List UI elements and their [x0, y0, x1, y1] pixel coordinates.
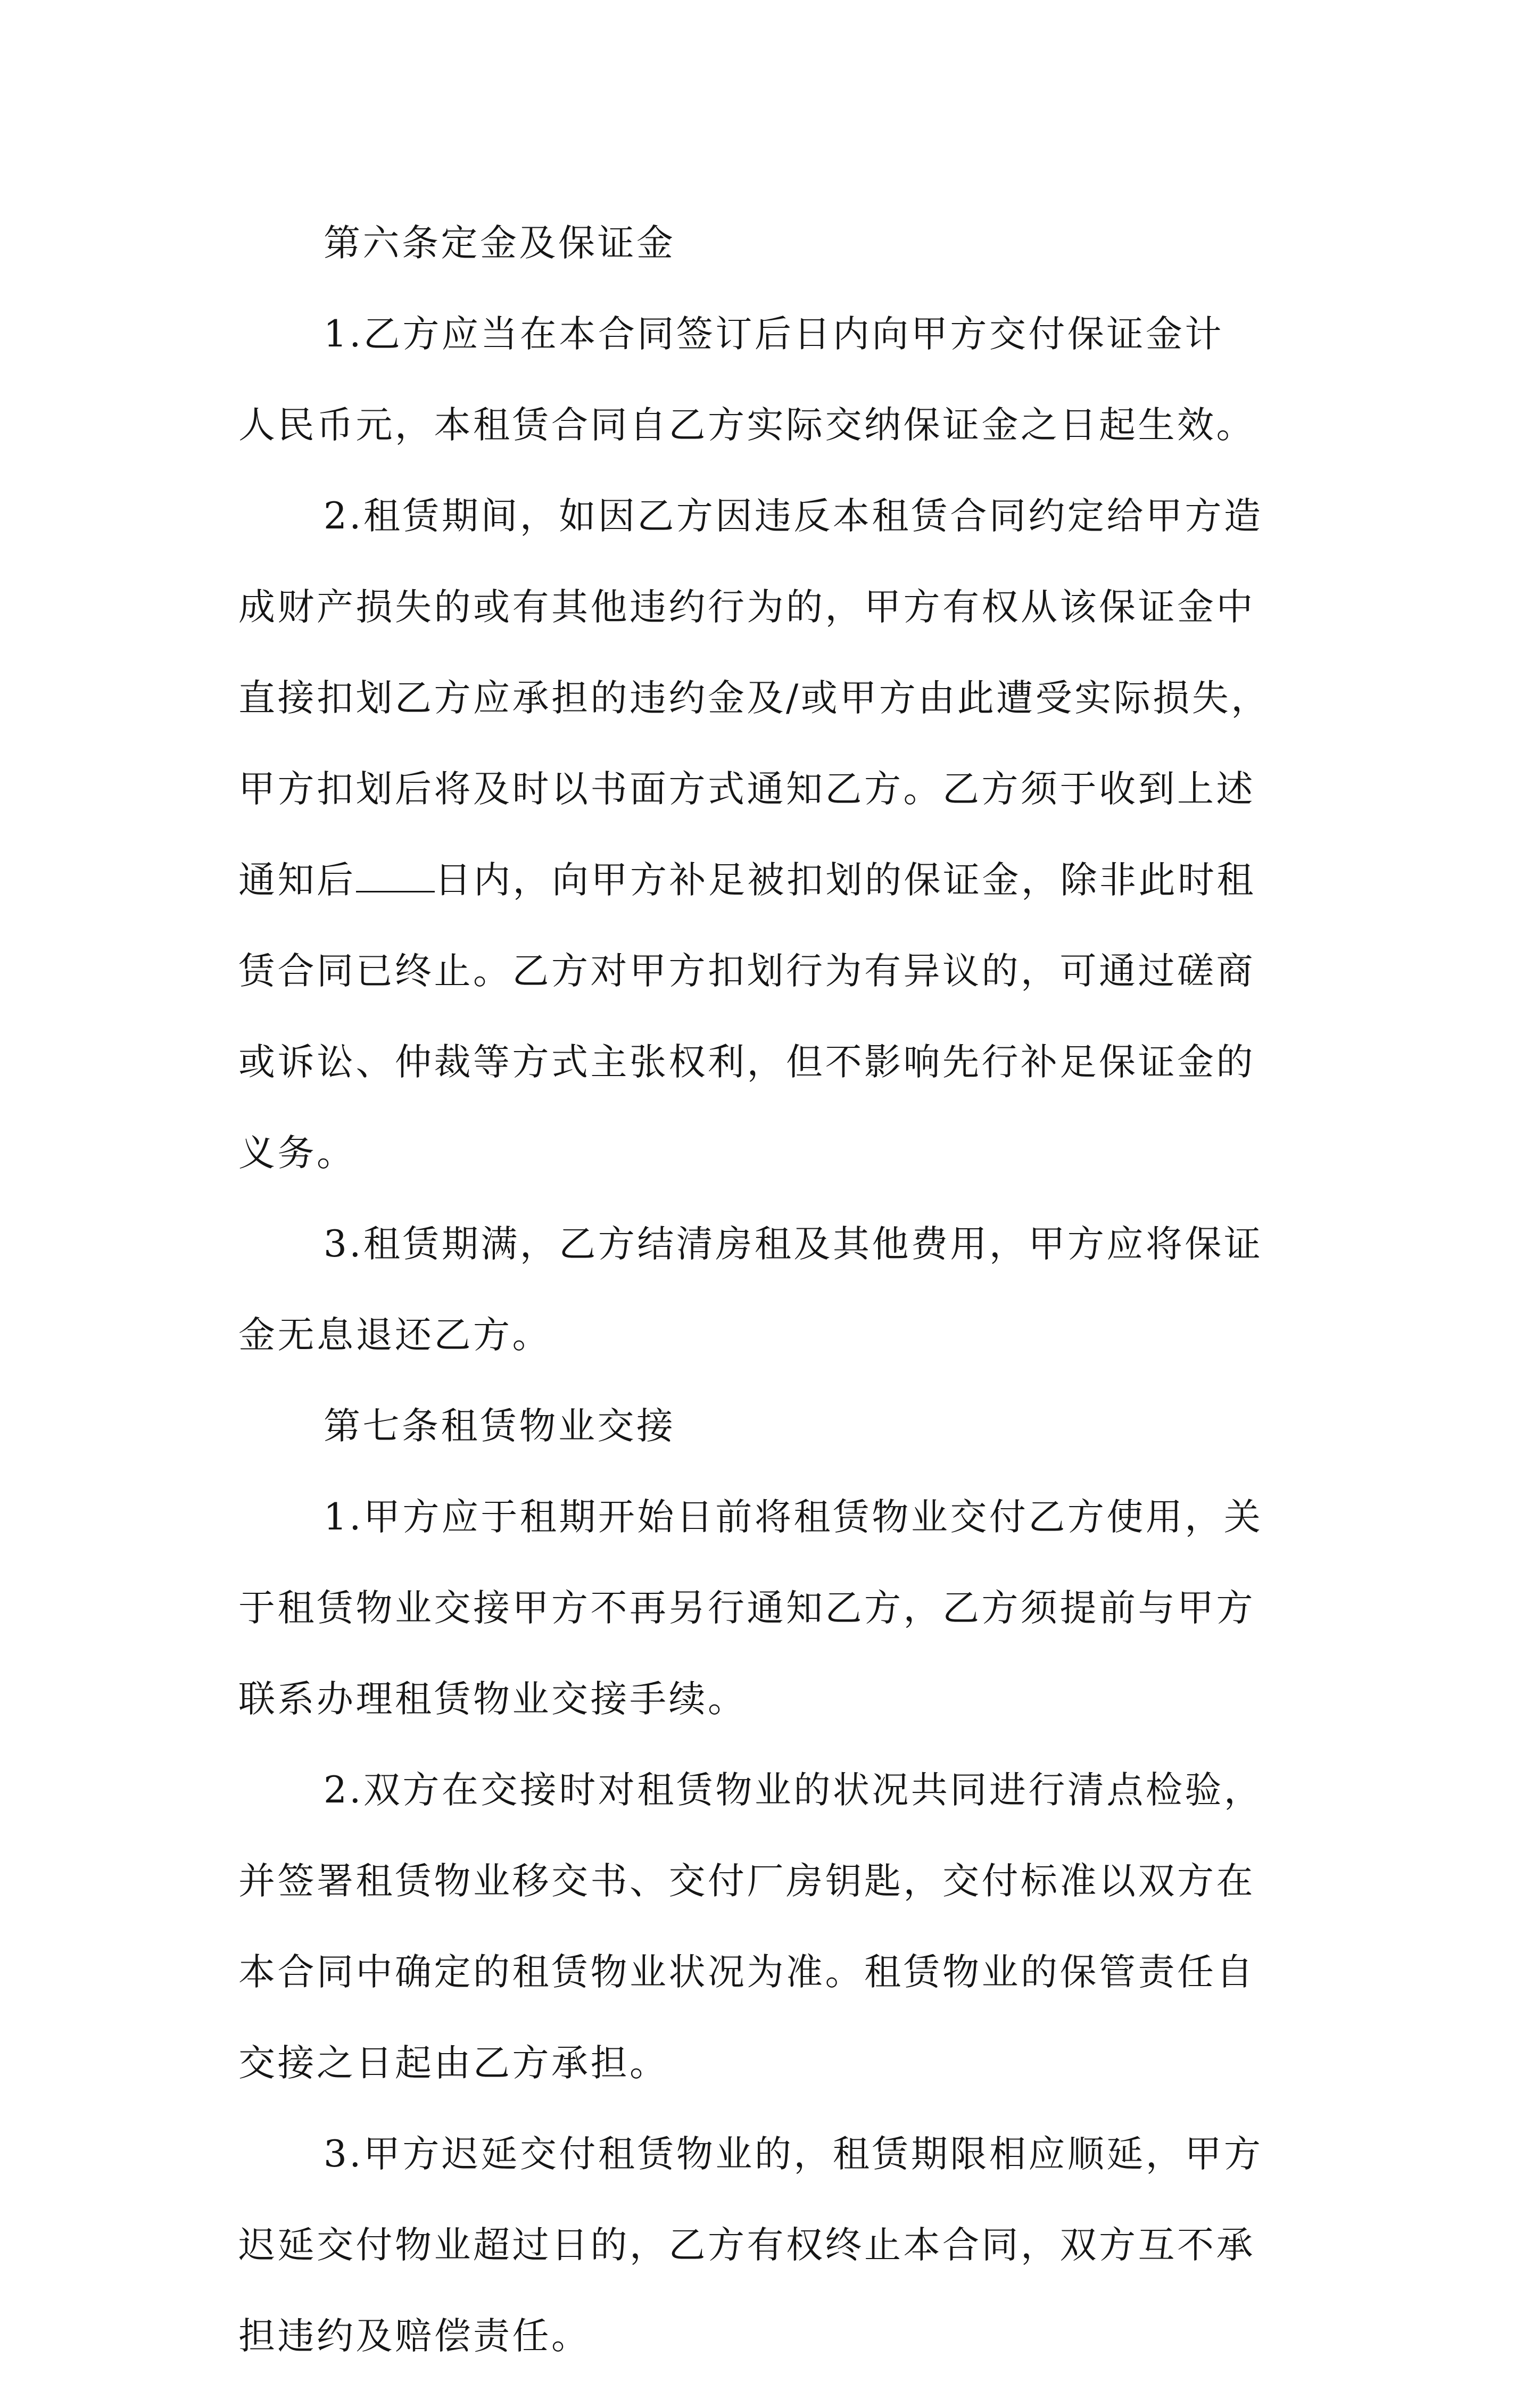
clause-line-with-blank [238, 835, 1303, 926]
clause-line: 1.甲方应于租期开始日前将租赁物业交付乙方使用，关 [324, 1496, 1263, 1539]
clause-line: 并签署租赁物业移交书、交付厂房钥匙，交付标准以双方在 [238, 1860, 1255, 1903]
clause-line: 2.租赁期间，如因乙方因违反本租赁合同约定给甲方造 [324, 495, 1263, 537]
clause-line: 担违约及赔偿责任。 [238, 2315, 591, 2358]
clause-line: 3.租赁期满，乙方结清房租及其他费用，甲方应将保证 [324, 1223, 1263, 1266]
clause-line: 甲方扣划后将及时以书面方式通知乙方。乙方须于收到上述 [238, 768, 1255, 810]
section-heading-7 [238, 1381, 1303, 1472]
clause-6-2 [238, 471, 1303, 1199]
clause-6-3 [238, 1199, 1303, 1381]
fill-in-blank [356, 858, 435, 892]
clause-7-1 [238, 1472, 1303, 1745]
clause-line: 于租赁物业交接甲方不再另行通知乙方，乙方须提前与甲方 [238, 1587, 1255, 1630]
section-heading-text: 第七条租赁物业交接 [324, 1405, 676, 1448]
clause-line: 金无息退还乙方。 [238, 1314, 551, 1357]
clause-text: 日内，向甲方补足被扣划的保证金，除非此时租 [434, 859, 1256, 901]
clause-text: 通知后 [238, 859, 356, 901]
clause-line: 3.甲方迟延交付租赁物业的，租赁期限相应顺延，甲方 [324, 2133, 1263, 2176]
clause-line: 2.双方在交接时对租赁物业的状况共同进行清点检验， [324, 1769, 1263, 1812]
clause-line: 联系办理租赁物业交接手续。 [238, 1678, 747, 1721]
document-body [238, 198, 1303, 2382]
clause-line: 交接之日起由乙方承担。 [238, 2042, 669, 2085]
clause-line: 直接扣划乙方应承担的违约金及/或甲方由此遭受实际损失， [238, 677, 1270, 719]
clause-line: 成财产损失的或有其他违约行为的，甲方有权从该保证金中 [238, 586, 1255, 628]
clause-line: 本合同中确定的租赁物业状况为准。租赁物业的保管责任自 [238, 1951, 1255, 1994]
clause-line: 1.乙方应当在本合同签订后日内向甲方交付保证金计 [324, 313, 1224, 355]
clause-line: 赁合同已终止。乙方对甲方扣划行为有异议的，可通过磋商 [238, 950, 1255, 992]
clause-7-3 [238, 2109, 1303, 2382]
clause-line: 义务。 [238, 1132, 356, 1175]
clause-6-1 [238, 289, 1303, 471]
section-heading-6 [238, 198, 1303, 289]
clause-line: 或诉讼、仲裁等方式主张权利，但不影响先行补足保证金的 [238, 1041, 1255, 1084]
section-heading-text: 第六条定金及保证金 [324, 222, 676, 264]
clause-line: 迟延交付物业超过日的，乙方有权终止本合同，双方互不承 [238, 2224, 1255, 2267]
clause-line: 人民币元，本租赁合同自乙方实际交纳保证金之日起生效。 [238, 404, 1255, 446]
clause-7-2 [238, 1745, 1303, 2109]
